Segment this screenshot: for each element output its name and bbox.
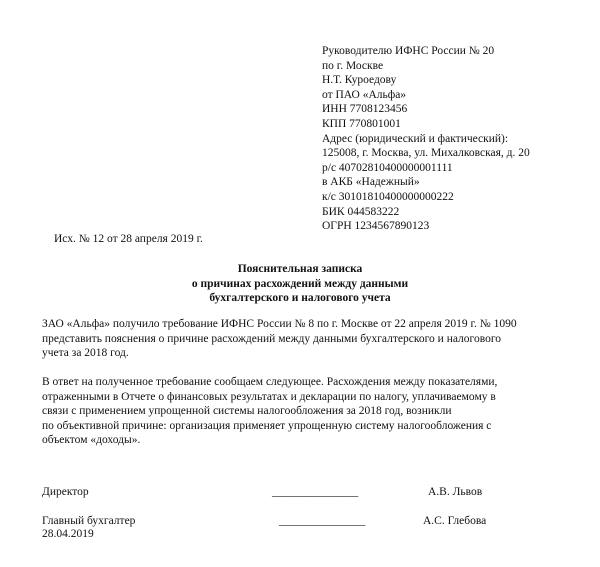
title-line: Пояснительная записка [237,263,363,275]
title-line: о причинах расхождений между данными [191,277,409,290]
body-paragraph-1 [42,317,562,361]
addressee-line: ОГРН 1234567890123 [322,220,430,233]
paragraph-line: отраженными в Отчете о финансовых результатах и декларации по налогу, уплачиваемому в [42,390,496,403]
accountant-signature-line: _______________ [279,515,366,527]
addressee-line: Адрес (юридический и фактический): [322,132,509,145]
addressee-line: Н.Т. Куроедову [322,74,397,87]
outgoing-reference: Исх. № 12 от 28 апреля 2019 г. [54,233,203,245]
paragraph-line: представить пояснения о причине расхождений между данными бухгалтерского и налогового [42,332,502,345]
document-date: 28.04.2019 [42,528,94,540]
paragraph-line: по объективной причине: организация применяет упрощенную систему налогообложения с [42,419,492,432]
addressee-line: 125008, г. Москва, ул. Михалковская, д. 20 [322,147,530,160]
director-title: Директор [42,486,89,498]
director-signature-line: _______________ [272,486,359,498]
addressee-line: в АКБ «Надежный» [322,176,420,189]
addressee-line: БИК 044583222 [322,205,400,218]
accountant-name: А.С. Глебова [423,515,487,527]
addressee-line: р/с 40702810400000001111 [322,161,453,174]
paragraph-line: В ответ на полученное требование сообщаем следующее. Расхождения между показателями, [42,376,498,388]
addressee-line: Руководителю ИФНС России № 20 [322,45,495,57]
title-line: бухгалтерского и налогового учета [209,292,391,305]
director-name: А.В. Львов [428,486,483,498]
accountant-title: Главный бухгалтер [42,515,136,527]
addressee-line: по г. Москве [322,59,384,72]
paragraph-line: учета за 2018 год. [42,347,129,360]
paragraph-line: ЗАО «Альфа» получило требование ИФНС России № 8 по г. Москве от 22 апреля 2019 г. № 1090 [42,318,517,330]
addressee-line: от ПАО «Альфа» [322,88,407,101]
document-title [0,262,600,306]
addressee-line: к/с 30101810400000000222 [322,190,454,203]
addressee-line: ИНН 7708123456 [322,103,408,116]
paragraph-line: объектом «доходы». [42,434,141,447]
body-paragraph-2 [42,375,562,448]
addressee-block [322,44,594,234]
addressee-line: КПП 770801001 [322,117,401,130]
paragraph-line: связи с применением упрощенной системы налогообложения за 2018 год, возникли [42,405,452,418]
